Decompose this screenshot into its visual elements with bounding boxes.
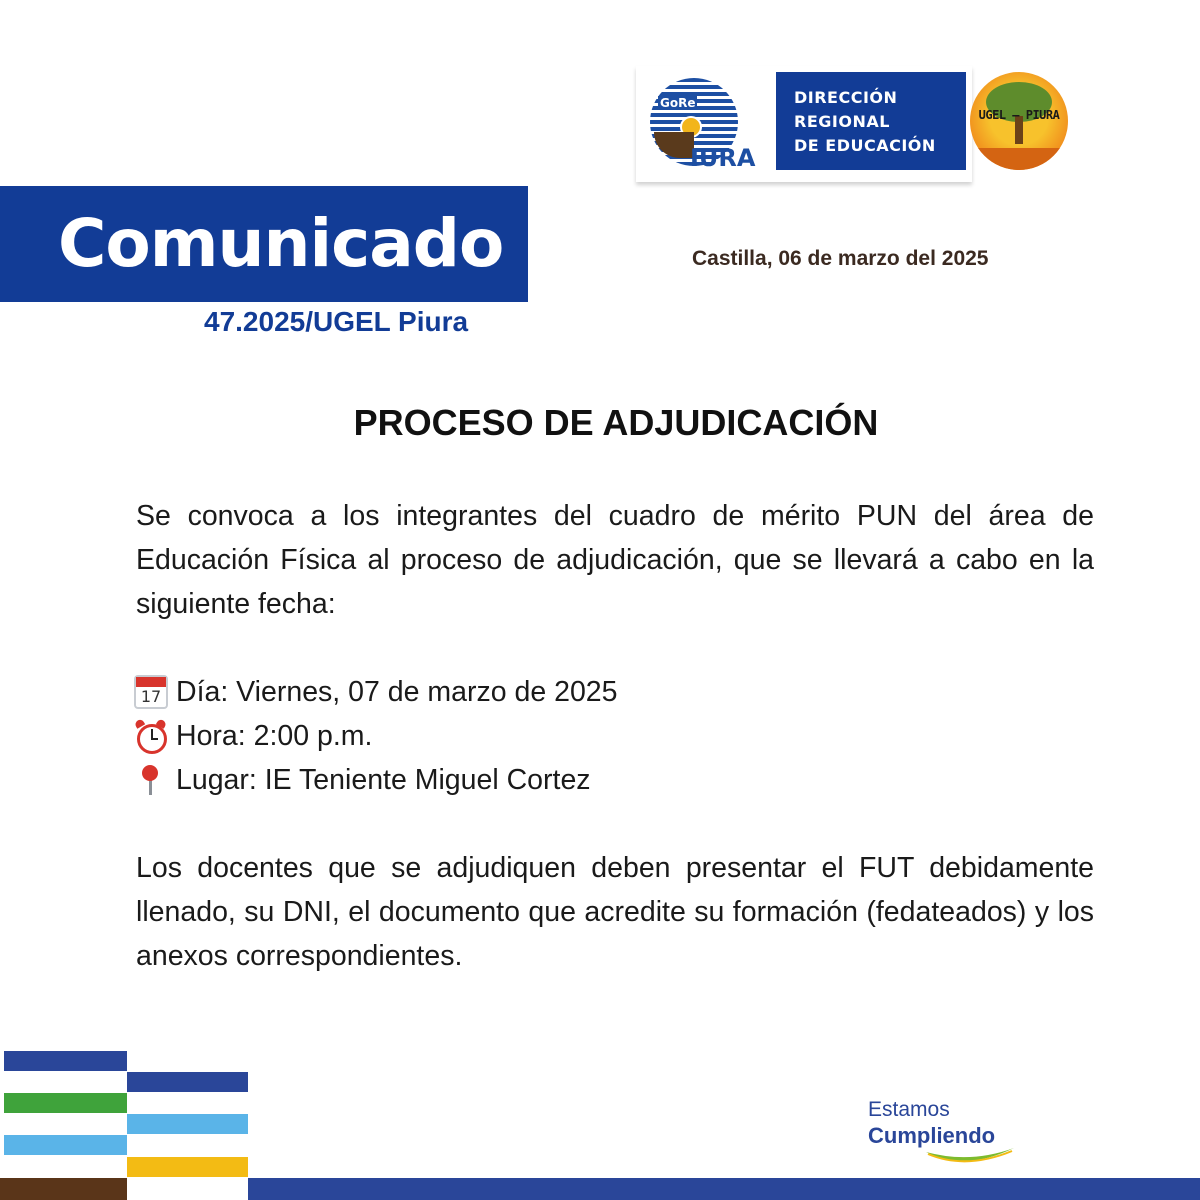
footer-bar [248, 1178, 1200, 1200]
calendar-icon-number: 17 [140, 687, 162, 706]
calendar-icon [134, 675, 168, 709]
banner-title: Comunicado [58, 205, 504, 282]
stripe-navy-left [4, 1051, 127, 1071]
detail-day [134, 670, 618, 714]
estamos-cumpliendo-logo [868, 1096, 1028, 1176]
brand-line1: Estamos [868, 1098, 950, 1121]
intro-paragraph: Se convoca a los integrantes del cuadro de mérito PUN del área de Educación Física al proceso de adjudicación, que se llevará a cabo en la siguiente fecha: [136, 500, 1094, 620]
dre-line: REGIONAL [794, 112, 890, 131]
detail-time-text: Hora: 2:00 p.m. [176, 720, 373, 752]
ugel-piura-logo [970, 72, 1068, 170]
comunicado-banner [0, 186, 528, 302]
gore-logo-word: IURA [690, 144, 756, 172]
alarm-clock-icon [134, 719, 168, 753]
requirements-paragraph: Los docentes que se adjudiquen deben presentar el FUT debidamente llenado, su DNI, el documento que acredite su formación (fedateados) y los anexos correspondientes. [136, 852, 1094, 972]
ugel-logo-text: UGEL – PIURA [978, 108, 1060, 122]
detail-place-text: Lugar: IE Teniente Miguel Cortez [176, 764, 591, 796]
detail-day-text: Día: Viernes, 07 de marzo de 2025 [176, 676, 618, 708]
stripe-light-blue-right [127, 1114, 248, 1134]
gore-piura-logo [646, 74, 772, 174]
pin-icon [134, 763, 168, 797]
stripe-green [4, 1093, 127, 1113]
header-logos [636, 66, 972, 182]
document-title: PROCESO DE ADJUDICACIÓN [353, 402, 879, 443]
detail-time [134, 714, 618, 758]
dre-logo [776, 72, 966, 170]
dre-line: DE EDUCACIÓN [794, 136, 936, 155]
event-details [134, 670, 618, 802]
brand-line2: Cumpliendo [868, 1123, 996, 1148]
detail-place [134, 758, 618, 802]
gore-logo-tag: GoRe [660, 96, 696, 110]
document-date: Castilla, 06 de marzo del 2025 [692, 247, 989, 270]
comunicado-code: 47.2025/UGEL Piura [204, 306, 469, 337]
stripe-navy-right [127, 1072, 248, 1092]
stripe-yellow [127, 1157, 248, 1177]
stripe-brown [0, 1178, 127, 1200]
stripe-light-blue-left [4, 1135, 127, 1155]
dre-line: DIRECCIÓN [794, 88, 898, 107]
swoosh-icon [924, 1146, 1016, 1168]
